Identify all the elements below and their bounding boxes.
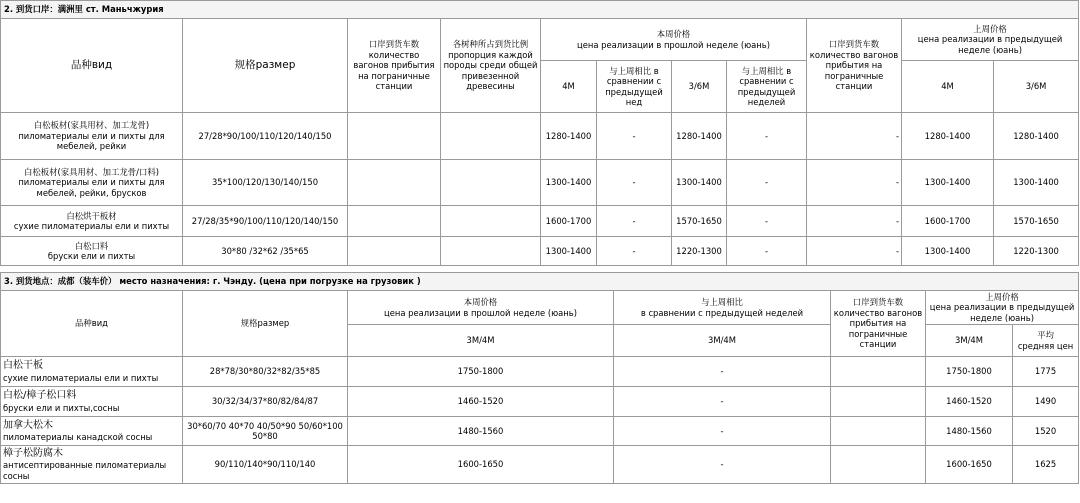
wagons-cell bbox=[348, 160, 441, 206]
cmp-cell: - bbox=[614, 446, 831, 484]
table-row bbox=[1, 357, 1079, 387]
last-week-ru: цена реализации в предыдущей неделе (юань) bbox=[917, 34, 1063, 55]
last-36m-cell: 1570-1650 bbox=[994, 206, 1079, 237]
wagons-cell bbox=[831, 357, 926, 387]
variety-ru: сухие пиломатериалы ели и пихты bbox=[3, 372, 159, 383]
variety-ru: пиломатериалы ели и пихты для мебелей, рейки bbox=[18, 130, 165, 152]
price-4m-cell: 1300-1400 bbox=[541, 160, 597, 206]
spec-cell: 90/110/140*90/110/140 bbox=[183, 446, 348, 484]
spec-cell: 27/28/35*90/100/110/120/140/150 bbox=[183, 206, 348, 237]
price-36m-cell: 1300-1400 bbox=[672, 160, 727, 206]
price-36m-cell: 1570-1650 bbox=[672, 206, 727, 237]
avg-cell: 1625 bbox=[1013, 446, 1079, 484]
price-cell: 1600-1650 bbox=[348, 446, 614, 484]
variety-ru: пиломатериалы канадской сосны bbox=[3, 432, 153, 442]
s3-cmp-header bbox=[614, 291, 831, 325]
variety-cn: 白松板材(家具用材、加工龙骨) bbox=[33, 120, 150, 131]
wagons-cell bbox=[348, 237, 441, 266]
table-row bbox=[1, 160, 1079, 206]
last-cell: 1460-1520 bbox=[926, 387, 1013, 417]
s3-avg-header bbox=[1013, 325, 1079, 357]
last-4m-cell: 1280-1400 bbox=[902, 113, 994, 160]
s3-wagons-header: 口岸到货车数 количество вагонов прибытия на пограничные станции bbox=[831, 291, 926, 357]
s3-last-week-ru: цена реализации в предыдущей неделе (юань) bbox=[929, 302, 1075, 323]
price-cell: 1750-1800 bbox=[348, 357, 614, 387]
s3-last-week-header bbox=[926, 291, 1079, 325]
variety-cell bbox=[1, 387, 183, 417]
variety-cn: 白松干板 bbox=[3, 360, 43, 371]
last-4m-header: 4M bbox=[902, 61, 994, 113]
s3-cmp-len-header: 3M/4M bbox=[614, 325, 831, 357]
spec-cell: 30/32/34/37*80/82/84/87 bbox=[183, 387, 348, 417]
last-week-cn: 上周价格 bbox=[973, 23, 1007, 34]
wagons-cell bbox=[831, 417, 926, 446]
wagons2-cell: - bbox=[807, 237, 902, 266]
last-cell: 1600-1650 bbox=[926, 446, 1013, 484]
wagons-cell bbox=[348, 113, 441, 160]
spec-cell: 30*60/70 40*70 40/50*90 50/60*100 50*80 bbox=[183, 417, 348, 446]
last-4m-cell: 1300-1400 bbox=[902, 237, 994, 266]
section2-title: 2. 到货口岸：满洲里 ст. Маньчжурия bbox=[1, 1, 1079, 19]
last-4m-cell: 1300-1400 bbox=[902, 160, 994, 206]
len-4m-header: 4M bbox=[541, 61, 597, 113]
price-cell: 1480-1560 bbox=[348, 417, 614, 446]
last-week-header bbox=[902, 19, 1079, 61]
avg-cell: 1490 bbox=[1013, 387, 1079, 417]
s3-cmp-cn: 与上周相比 bbox=[701, 297, 743, 307]
variety-cell bbox=[1, 446, 183, 484]
s3-this-week-header bbox=[348, 291, 614, 325]
price-4m-cell: 1300-1400 bbox=[541, 237, 597, 266]
cmp-cell: - bbox=[597, 113, 672, 160]
cmp-cell: - bbox=[597, 206, 672, 237]
ratio-cell bbox=[441, 113, 541, 160]
last-36m-cell: 1300-1400 bbox=[994, 160, 1079, 206]
variety-ru: антисептированные пиломатериалы сосны bbox=[3, 460, 167, 481]
wagons2-cell: - bbox=[807, 160, 902, 206]
s3-variety-header: 品种вид bbox=[1, 291, 183, 357]
variety-cell bbox=[1, 237, 183, 266]
wagons-cell bbox=[831, 387, 926, 417]
ratio-cell bbox=[441, 206, 541, 237]
variety-cell bbox=[1, 206, 183, 237]
s3-avg-cn: 平均 bbox=[1037, 330, 1054, 340]
spec-header: 规格размер bbox=[183, 19, 348, 113]
last-36m-cell: 1280-1400 bbox=[994, 113, 1079, 160]
variety-ru: бруски ели и пихты bbox=[47, 251, 136, 261]
table-row bbox=[1, 206, 1079, 237]
avg-cell: 1520 bbox=[1013, 417, 1079, 446]
section3-table bbox=[0, 272, 1079, 484]
s3-this-week-ru: цена реализации в прошлой неделе (юань) bbox=[384, 307, 577, 318]
ratio-cell bbox=[441, 237, 541, 266]
cmp-cell: - bbox=[597, 160, 672, 206]
cmp-cell: - bbox=[597, 237, 672, 266]
s3-len-header: 3M/4M bbox=[348, 325, 614, 357]
wagons-cell bbox=[831, 446, 926, 484]
table-row bbox=[1, 113, 1079, 160]
price-cell: 1460-1520 bbox=[348, 387, 614, 417]
cmp2-cell: - bbox=[727, 206, 807, 237]
variety-header: 品种вид bbox=[1, 19, 183, 113]
cmp-cell: - bbox=[614, 417, 831, 446]
price-36m-cell: 1220-1300 bbox=[672, 237, 727, 266]
wagons2-header: 口岸到货车数 количество вагонов прибытия на пограничные станции bbox=[807, 19, 902, 113]
spec-cell: 27/28*90/100/110/120/140/150 bbox=[183, 113, 348, 160]
price-36m-cell: 1280-1400 bbox=[672, 113, 727, 160]
cmp-cell: - bbox=[614, 387, 831, 417]
s3-cmp-ru: в сравнении с предыдущей неделей bbox=[640, 307, 804, 318]
last-4m-cell: 1600-1700 bbox=[902, 206, 994, 237]
variety-ru: бруски ели и пихты,сосны bbox=[3, 402, 120, 413]
variety-cn: 白松板材(家具用材、加工龙骨/口料) bbox=[24, 166, 159, 177]
variety-cell bbox=[1, 417, 183, 446]
last-cell: 1480-1560 bbox=[926, 417, 1013, 446]
spec-cell: 30*80 /32*62 /35*65 bbox=[183, 237, 348, 266]
spec-cell: 28*78/30*80/32*82/35*85 bbox=[183, 357, 348, 387]
last-36m-header: 3/6M bbox=[994, 61, 1079, 113]
table-row bbox=[1, 446, 1079, 484]
s3-this-week-cn: 本周价格 bbox=[463, 297, 498, 307]
variety-ru: сухие пиломатериалы ели и пихты bbox=[13, 221, 170, 231]
section3-title: 3. 到货地点：成都（装车价） место назначения: г. Чэнду. (цена при погрузке на грузовик ) bbox=[1, 273, 1079, 291]
cmp2-header: 与上周相比 в сравнении с предыдущей неделей bbox=[727, 61, 807, 113]
cmp2-cell: - bbox=[727, 113, 807, 160]
variety-cn: 白松/樟子松口料 bbox=[3, 390, 77, 401]
table-row bbox=[1, 387, 1079, 417]
table-row bbox=[1, 237, 1079, 266]
this-week-cn: 本周价格 bbox=[656, 29, 691, 39]
variety-cn: 白松烘干板材 bbox=[66, 210, 117, 221]
s3-spec-header: 规格размер bbox=[183, 291, 348, 357]
price-4m-cell: 1280-1400 bbox=[541, 113, 597, 160]
cmp-cell: - bbox=[614, 357, 831, 387]
cmp2-cell: - bbox=[727, 160, 807, 206]
variety-cn: 白松口料 bbox=[74, 240, 109, 251]
variety-cell bbox=[1, 113, 183, 160]
price-4m-cell: 1600-1700 bbox=[541, 206, 597, 237]
table-row bbox=[1, 417, 1079, 446]
spec-cell: 35*100/120/130/140/150 bbox=[183, 160, 348, 206]
cmp2-cell: - bbox=[727, 237, 807, 266]
wagons-header: 口岸到货车数 количество вагонов прибытия на пограничные станции bbox=[348, 19, 441, 113]
s3-avg-ru: средняя цен bbox=[1017, 340, 1074, 351]
this-week-header bbox=[541, 19, 807, 61]
last-cell: 1750-1800 bbox=[926, 357, 1013, 387]
ratio-header: 各树种所占到货比例 пропорция каждой породы среди общей привезенной древесины bbox=[441, 19, 541, 113]
variety-cell bbox=[1, 357, 183, 387]
s3-last-len-header: 3M/4M bbox=[926, 325, 1013, 357]
wagons2-cell: - bbox=[807, 206, 902, 237]
variety-cn: 加拿大松木 bbox=[3, 419, 53, 431]
cmp-header: 与上周相比 в сравнении с предыдущей нед bbox=[597, 61, 672, 113]
len-36m-header: 3/6M bbox=[672, 61, 727, 113]
variety-cell bbox=[1, 160, 183, 206]
this-week-ru: цена реализации в прошлой неделе (юань) bbox=[577, 39, 770, 50]
variety-ru: пиломатериалы ели и пихты для мебелей, рейки, брусков bbox=[18, 177, 165, 198]
wagons-cell bbox=[348, 206, 441, 237]
ratio-cell bbox=[441, 160, 541, 206]
avg-cell: 1775 bbox=[1013, 357, 1079, 387]
variety-cn: 樟子松防腐木 bbox=[3, 447, 63, 459]
wagons2-cell: - bbox=[807, 113, 902, 160]
s3-last-week-cn: 上周价格 bbox=[985, 291, 1019, 302]
last-36m-cell: 1220-1300 bbox=[994, 237, 1079, 266]
